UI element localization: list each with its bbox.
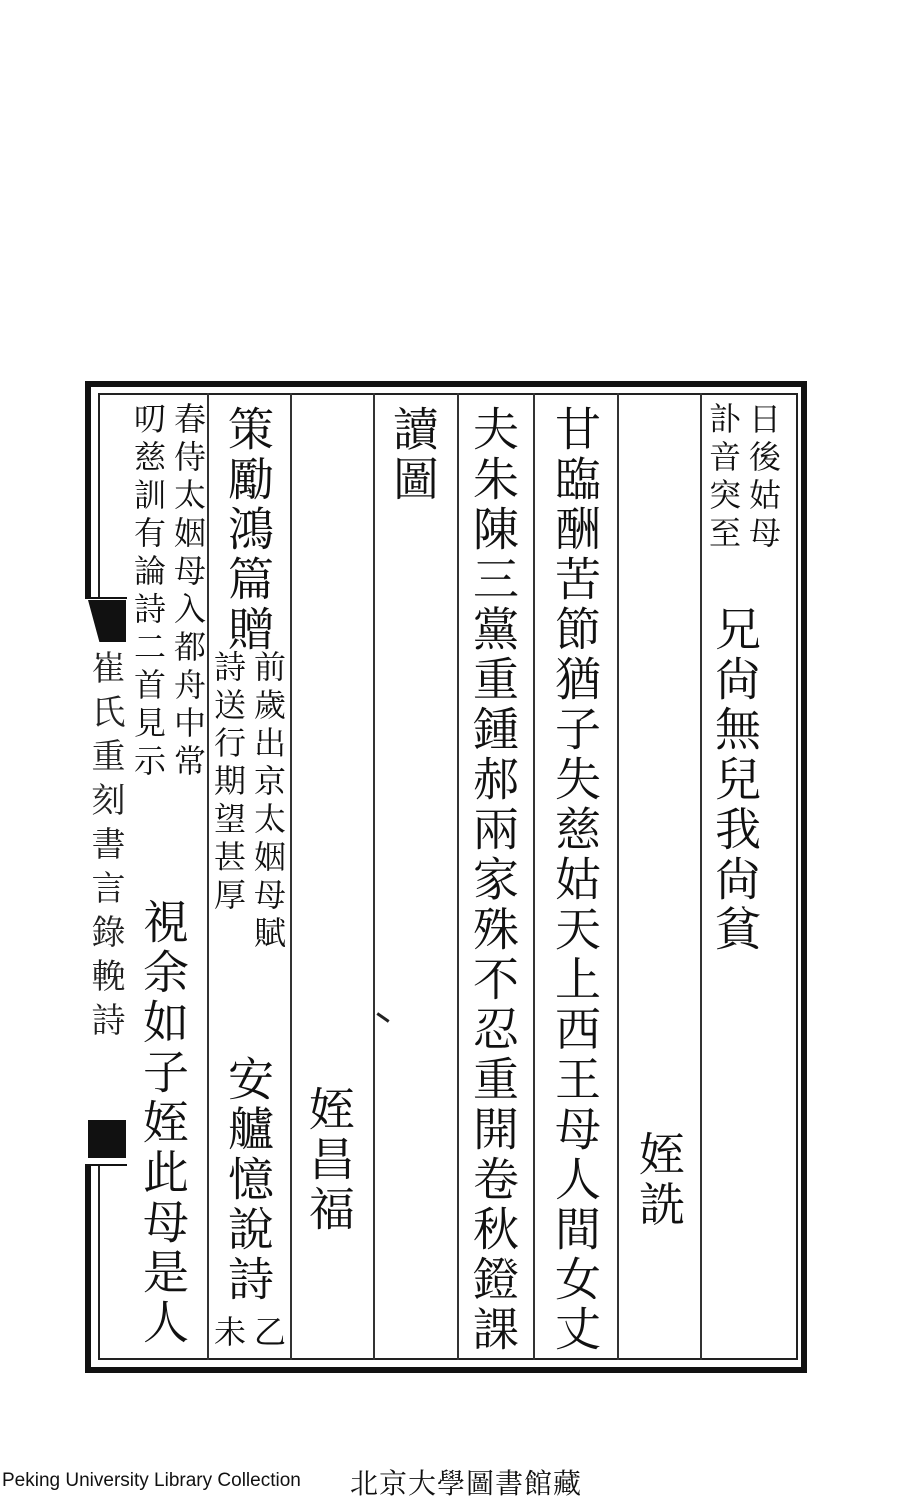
column-8-text: 視余如子姪此母是人	[136, 898, 190, 1348]
column-1-note-b: 訃音突至	[704, 402, 742, 554]
column-rule	[457, 393, 459, 1360]
column-5-text: 讀圖	[386, 405, 440, 505]
collection-credit-english: Peking University Library Collection	[2, 1470, 301, 1491]
column-3-text: 甘臨酬苦節猶子失慈姑天上西王母人間女丈	[548, 405, 602, 1355]
spine-bottom-mark	[88, 1120, 126, 1158]
column-rule	[700, 393, 702, 1360]
column-rule	[533, 393, 535, 1360]
column-7-note-c: 乙	[249, 1315, 287, 1353]
column-1-note-a: 日後姑母	[744, 402, 782, 554]
column-7-note-d: 未	[209, 1315, 247, 1353]
column-1-text: 兄尙無兒我尙貧	[708, 605, 762, 955]
column-rule	[290, 393, 292, 1360]
column-8-note-a: 春侍太姻母入都舟中常	[169, 402, 207, 782]
column-7-text-a: 策勵鴻篇贈	[221, 405, 275, 655]
spine-title: 崔氏重刻書言錄輓詩	[85, 650, 125, 1046]
collection-credit-chinese: 北京大學圖書館藏	[350, 1467, 583, 1500]
column-7-note-a: 前歲出京太姻母賦	[249, 650, 287, 954]
column-4-text: 夫朱陳三黨重鍾郝兩家殊不忍重開卷秋鐙課	[466, 405, 520, 1355]
column-rule	[373, 393, 375, 1360]
column-rule	[617, 393, 619, 1360]
column-2-author: 姪詵	[632, 1130, 686, 1230]
column-6-author: 姪昌福	[302, 1085, 356, 1235]
column-7-text-b: 安艫憶說詩	[221, 1055, 275, 1305]
column-8-note-b: 叨慈訓有論詩二首見示	[129, 402, 167, 782]
column-7-note-b: 詩送行期望甚厚	[209, 650, 247, 916]
